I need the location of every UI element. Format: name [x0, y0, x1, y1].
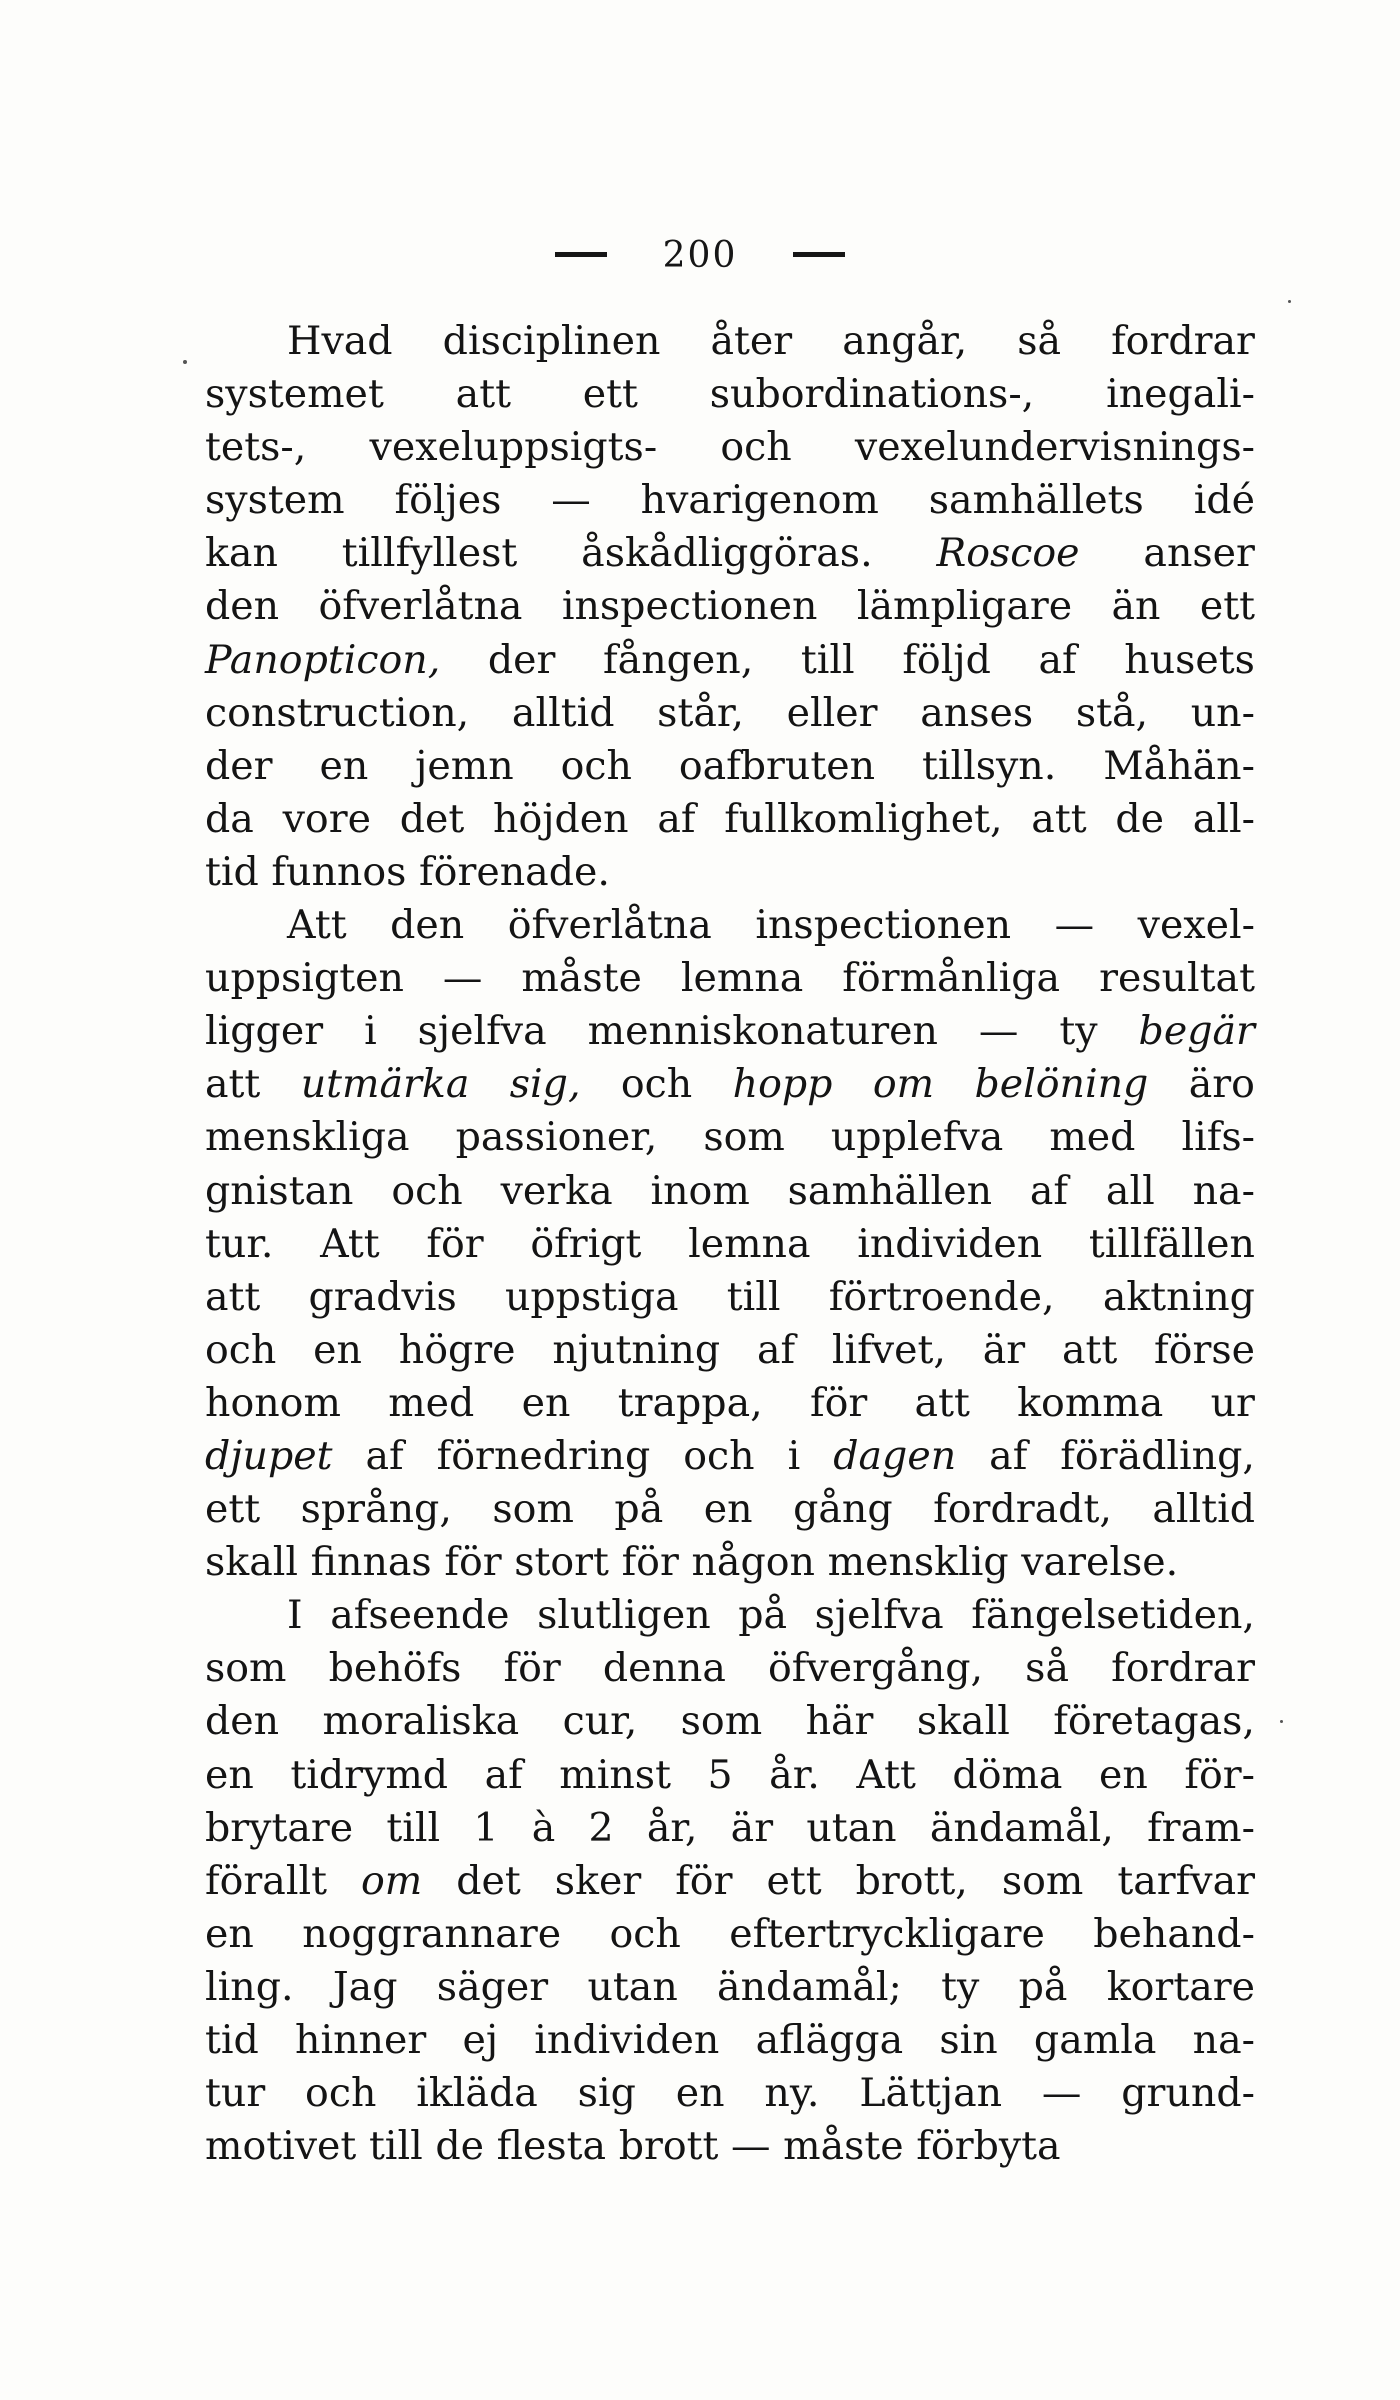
text-line: motivet till de flesta brott — måste förbyta — [205, 2123, 1061, 2170]
text-line: Hvad disciplinen åter angår, så fordrar — [287, 318, 1255, 364]
text-line: honom med en trappa, för att komma ur — [205, 1379, 1255, 1426]
header-dash-left — [555, 252, 607, 257]
text-line: Att den öfverlåtna inspectionen — vexel- — [287, 902, 1255, 949]
text-line: att utmärka sig, och hopp om belöning äro — [205, 1061, 1255, 1108]
body-text — [205, 315, 1255, 2173]
text-line: tur och ikläda sig en ny. Lättjan — grund- — [205, 2070, 1255, 2117]
text-line: tid hinner ej individen aflägga sin gamla na- — [205, 2017, 1255, 2063]
text-line: en tidrymd af minst 5 år. Att döma en för- — [205, 1751, 1255, 1798]
text-line: ett språng, som på en gång fordradt, alltid — [205, 1486, 1255, 1533]
text-line: som behöfs för denna öfvergång, så fordrar — [205, 1645, 1255, 1692]
print-speck — [183, 360, 187, 364]
text-line: den moraliska cur, som här skall företagas, — [205, 1698, 1255, 1745]
text-line: att gradvis uppstiga till förtroende, aktning — [205, 1273, 1255, 1320]
text-line: system följes — hvarigenom samhällets idé — [205, 477, 1255, 524]
text-line: djupet af förnedring och i dagen af förädling, — [205, 1432, 1255, 1479]
text-line: construction, alltid står, eller anses stå, un- — [205, 689, 1255, 736]
text-line: ling. Jag säger utan ändamål; ty på kortare — [205, 1963, 1255, 2010]
print-speck — [1288, 300, 1291, 303]
text-line: Panopticon, der fången, till följd af husets — [205, 636, 1255, 683]
text-line: förallt om det sker för ett brott, som tarfvar — [205, 1857, 1255, 1904]
text-line: menskliga passioner, som upplefva med lifs- — [205, 1114, 1255, 1161]
text-line: da vore det höjden af fullkomlighet, att de all- — [205, 795, 1255, 842]
page-number: 200 — [662, 235, 738, 276]
text-line: brytare till 1 à 2 år, är utan ändamål, fram- — [205, 1804, 1255, 1851]
text-line: gnistan och verka inom samhällen af all na- — [205, 1167, 1255, 1214]
text-line: skall finnas för stort för någon mensklig varelse. — [205, 1539, 1179, 1586]
text-line: och en högre njutning af lifvet, är att förse — [205, 1326, 1255, 1373]
text-line: tets-, vexeluppsigts- och vexelundervisnings- — [205, 424, 1255, 471]
page-header — [0, 235, 1400, 276]
text-line: tid funnos förenade. — [205, 848, 610, 895]
print-speck — [1280, 1720, 1283, 1723]
header-dash-right — [793, 252, 845, 257]
text-line: der en jemn och oafbruten tillsyn. Måhän- — [205, 742, 1255, 789]
text-line: ligger i sjelfva menniskonaturen — ty begär — [205, 1008, 1255, 1055]
text-line: I afseende slutligen på sjelfva fängelsetiden, — [287, 1592, 1255, 1639]
text-line: tur. Att för öfrigt lemna individen tillfällen — [205, 1220, 1255, 1267]
text-line: uppsigten — måste lemna förmånliga resultat — [205, 955, 1255, 1002]
text-line: den öfverlåtna inspectionen lämpligare än ett — [205, 583, 1255, 630]
text-line: en noggrannare och eftertryckligare behand- — [205, 1910, 1255, 1957]
text-line: kan tillfyllest åskådliggöras. Roscoe anser — [205, 530, 1255, 577]
text-line: systemet att ett subordinations-, inegali- — [205, 371, 1255, 418]
